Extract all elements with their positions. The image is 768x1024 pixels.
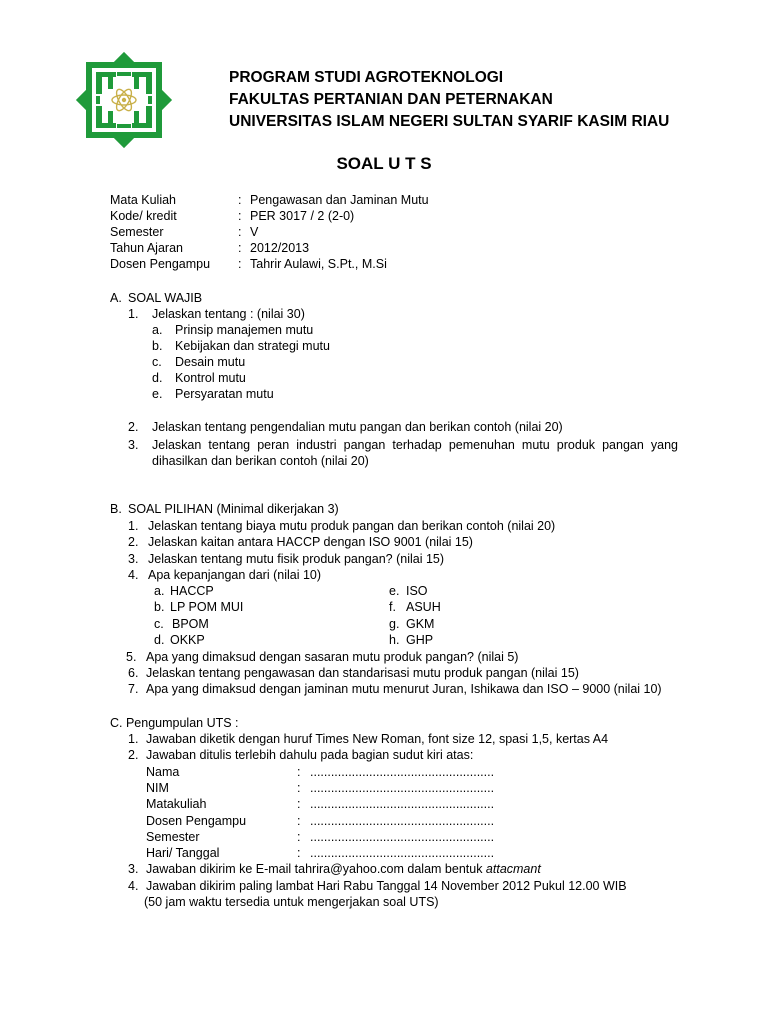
sub-letter: e. bbox=[152, 387, 163, 401]
field-dots: ..................................................... bbox=[310, 797, 495, 811]
instruction-number: 4. bbox=[128, 879, 139, 893]
field-colon: : bbox=[297, 781, 301, 795]
question-number: 4. bbox=[128, 568, 139, 582]
info-label: Kode/ kredit bbox=[110, 209, 177, 223]
instruction-number: 1. bbox=[128, 732, 139, 746]
question-number: 7. bbox=[128, 682, 139, 696]
question-number: 6. bbox=[128, 666, 139, 680]
header-program: PROGRAM STUDI AGROTEKNOLOGI bbox=[229, 69, 504, 86]
field-colon: : bbox=[297, 797, 301, 811]
field-label: Nama bbox=[146, 765, 180, 779]
field-dots: ..................................................... bbox=[310, 781, 495, 795]
field-colon: : bbox=[297, 814, 301, 828]
field-dots: ..................................................... bbox=[310, 846, 495, 860]
question-text: Jelaskan tentang biaya mutu produk pangan dan berikan contoh (nilai 20) bbox=[148, 519, 556, 533]
question-text: Jelaskan tentang peran industri pangan terhadap pemenuhan mutu produk pangan yang bbox=[152, 438, 678, 452]
sub-text: GHP bbox=[406, 633, 434, 647]
sub-letter: c. bbox=[154, 617, 164, 631]
info-colon: : bbox=[238, 257, 242, 271]
university-logo-icon bbox=[68, 42, 180, 158]
info-label: Tahun Ajaran bbox=[110, 241, 183, 255]
section-c-title: C. Pengumpulan UTS : bbox=[110, 716, 239, 730]
sub-text: ISO bbox=[406, 584, 428, 598]
section-b-title: SOAL PILIHAN (Minimal dikerjakan 3) bbox=[128, 502, 339, 516]
sub-letter: b. bbox=[154, 600, 165, 614]
field-colon: : bbox=[297, 846, 301, 860]
info-value: PER 3017 / 2 (2-0) bbox=[250, 209, 355, 223]
question-number: 3. bbox=[128, 552, 139, 566]
sub-letter: a. bbox=[152, 323, 163, 337]
sub-letter: c. bbox=[152, 355, 162, 369]
question-text: Apa kepanjangan dari (nilai 10) bbox=[148, 568, 322, 582]
question-text: Jelaskan tentang pengendalian mutu pangan dan berikan contoh (nilai 20) bbox=[152, 420, 563, 434]
sub-letter: e. bbox=[389, 584, 400, 598]
info-label: Mata Kuliah bbox=[110, 193, 177, 207]
sub-letter: f. bbox=[389, 600, 396, 614]
question-text: Apa yang dimaksud dengan sasaran mutu produk pangan? (nilai 5) bbox=[146, 650, 519, 664]
sub-letter: d. bbox=[152, 371, 163, 385]
sub-text: OKKP bbox=[170, 633, 205, 647]
sub-text: ASUH bbox=[406, 600, 441, 614]
section-a-marker: A. bbox=[110, 291, 122, 305]
sub-text: Kontrol mutu bbox=[175, 371, 246, 385]
field-label: Dosen Pengampu bbox=[146, 814, 247, 828]
question-text: Jelaskan tentang mutu fisik produk pangan? (nilai 15) bbox=[148, 552, 445, 566]
field-label: Semester bbox=[146, 830, 200, 844]
info-colon: : bbox=[238, 209, 242, 223]
info-colon: : bbox=[238, 225, 242, 239]
sub-text: BPOM bbox=[172, 617, 209, 631]
instruction-number: 2. bbox=[128, 748, 139, 762]
sub-text: GKM bbox=[406, 617, 435, 631]
question-number: 3. bbox=[128, 438, 139, 452]
sub-text: Desain mutu bbox=[175, 355, 246, 369]
header-faculty: FAKULTAS PERTANIAN DAN PETERNAKAN bbox=[229, 91, 553, 108]
field-dots: ..................................................... bbox=[310, 814, 495, 828]
document-title: SOAL U T S bbox=[336, 154, 432, 173]
instruction-text-main: Jawaban dikirim ke E-mail tahrira@yahoo.com dalam bentuk bbox=[146, 862, 486, 876]
sub-text: LP POM MUI bbox=[170, 600, 244, 614]
instruction-text: Jawaban ditulis terlebih dahulu pada bagian sudut kiri atas: bbox=[146, 748, 474, 762]
info-colon: : bbox=[238, 241, 242, 255]
question-number: 5. bbox=[126, 650, 137, 664]
info-value: Pengawasan dan Jaminan Mutu bbox=[250, 193, 429, 207]
info-value: Tahrir Aulawi, S.Pt., M.Si bbox=[250, 257, 387, 271]
question-number: 2. bbox=[128, 420, 139, 434]
question-text: Jelaskan tentang : (nilai 30) bbox=[152, 307, 305, 321]
sub-text: Prinsip manajemen mutu bbox=[175, 323, 314, 337]
instruction-number: 3. bbox=[128, 862, 139, 876]
question-number: 1. bbox=[128, 519, 139, 533]
instruction-text-italic: attacmant bbox=[485, 862, 541, 876]
field-label: Hari/ Tanggal bbox=[146, 846, 220, 860]
question-text-cont: dihasilkan dan berikan contoh (nilai 20) bbox=[152, 454, 369, 468]
instruction-text: Jawaban dikirim paling lambat Hari Rabu Tanggal 14 November 2012 Pukul 12.00 WIB bbox=[146, 879, 627, 893]
field-label: Matakuliah bbox=[146, 797, 207, 811]
info-label: Semester bbox=[110, 225, 164, 239]
info-label: Dosen Pengampu bbox=[110, 257, 211, 271]
header-university: UNIVERSITAS ISLAM NEGERI SULTAN SYARIF KASIM RIAU bbox=[229, 113, 670, 130]
field-colon: : bbox=[297, 765, 301, 779]
time-note: (50 jam waktu tersedia untuk mengerjakan soal UTS) bbox=[144, 895, 439, 909]
field-colon: : bbox=[297, 830, 301, 844]
field-dots: ..................................................... bbox=[310, 765, 495, 779]
field-label: NIM bbox=[146, 781, 169, 795]
sub-text: Persyaratan mutu bbox=[175, 387, 274, 401]
question-text: Apa yang dimaksud dengan jaminan mutu menurut Juran, Ishikawa dan ISO – 9000 (nilai 10) bbox=[146, 682, 662, 696]
question-text: Jelaskan kaitan antara HACCP dengan ISO 9001 (nilai 15) bbox=[148, 535, 473, 549]
section-b-marker: B. bbox=[110, 502, 122, 516]
sub-letter: d. bbox=[154, 633, 165, 647]
instruction-text bbox=[146, 861, 541, 877]
question-number: 2. bbox=[128, 535, 139, 549]
question-text: Jelaskan tentang pengawasan dan standarisasi mutu produk pangan (nilai 15) bbox=[146, 666, 579, 680]
sub-letter: a. bbox=[154, 584, 165, 598]
question-number: 1. bbox=[128, 307, 139, 321]
section-a-title: SOAL WAJIB bbox=[128, 291, 203, 305]
sub-letter: h. bbox=[389, 633, 400, 647]
sub-letter: b. bbox=[152, 339, 163, 353]
field-dots: ..................................................... bbox=[310, 830, 495, 844]
instruction-text: Jawaban diketik dengan huruf Times New Roman, font size 12, spasi 1,5, kertas A4 bbox=[146, 732, 609, 746]
info-colon: : bbox=[238, 193, 242, 207]
info-value: 2012/2013 bbox=[250, 241, 310, 255]
info-value: V bbox=[250, 225, 259, 239]
sub-letter: g. bbox=[389, 617, 400, 631]
sub-text: HACCP bbox=[170, 584, 214, 598]
sub-text: Kebijakan dan strategi mutu bbox=[175, 339, 330, 353]
